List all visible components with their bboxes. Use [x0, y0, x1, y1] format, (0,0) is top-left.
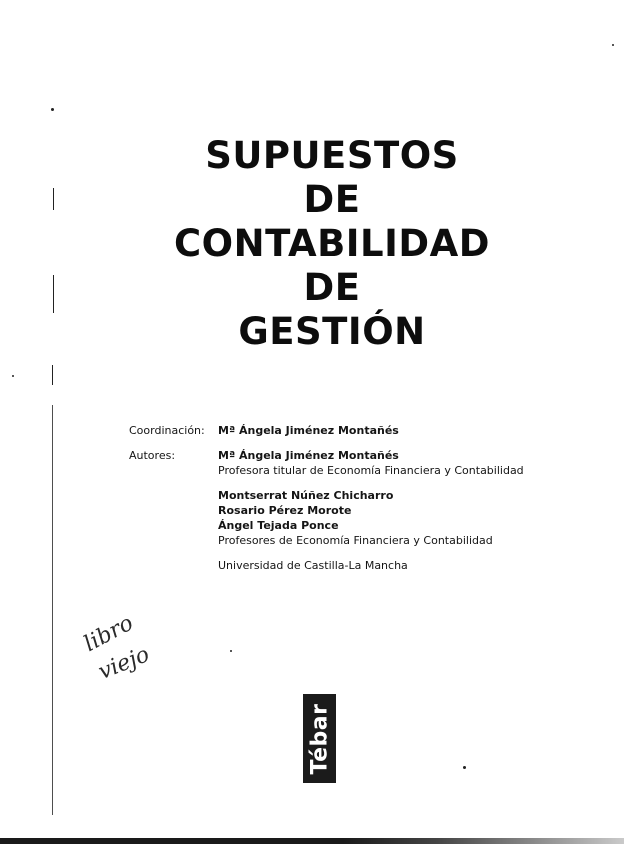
title-line-2: DE	[303, 178, 361, 221]
scan-dot	[463, 766, 466, 769]
handwritten-word-2: viejo	[94, 642, 154, 685]
publisher-logo-text: Tébar	[307, 703, 332, 774]
author-name: Rosario Pérez Morote	[218, 504, 352, 517]
author-name: Montserrat Núñez Chicharro	[218, 489, 394, 502]
author-name: Mª Ángela Jiménez Montañés	[218, 449, 399, 462]
publisher-logo	[303, 694, 336, 783]
authors-row	[129, 448, 589, 573]
author-role: Profesora titular de Economía Financiera y Contabilidad	[218, 464, 524, 477]
scan-dot	[612, 44, 614, 46]
author-name: Ángel Tejada Ponce	[218, 519, 339, 532]
scan-mark	[52, 405, 53, 815]
title-line-3: CONTABILIDAD	[174, 222, 490, 265]
scan-dot	[12, 375, 14, 377]
authors-role: Profesores de Economía Financiera y Contabilidad	[218, 534, 493, 547]
credits-block	[129, 423, 589, 583]
title-line-4: DE	[303, 266, 361, 309]
scan-mark	[52, 365, 53, 385]
coordination-row	[129, 423, 589, 438]
authors-label: Autores:	[129, 449, 176, 462]
title-line-5: GESTIÓN	[238, 310, 426, 353]
scan-dot	[51, 108, 54, 111]
scan-dot	[230, 650, 232, 652]
scan-bottom-edge	[0, 838, 624, 844]
book-title	[0, 134, 624, 354]
coordinator-name: Mª Ángela Jiménez Montañés	[218, 424, 399, 437]
coordination-label: Coordinación:	[129, 424, 205, 437]
university: Universidad de Castilla-La Mancha	[218, 559, 408, 572]
title-line-1: SUPUESTOS	[205, 134, 459, 177]
handwritten-word-1: libro	[79, 610, 138, 658]
